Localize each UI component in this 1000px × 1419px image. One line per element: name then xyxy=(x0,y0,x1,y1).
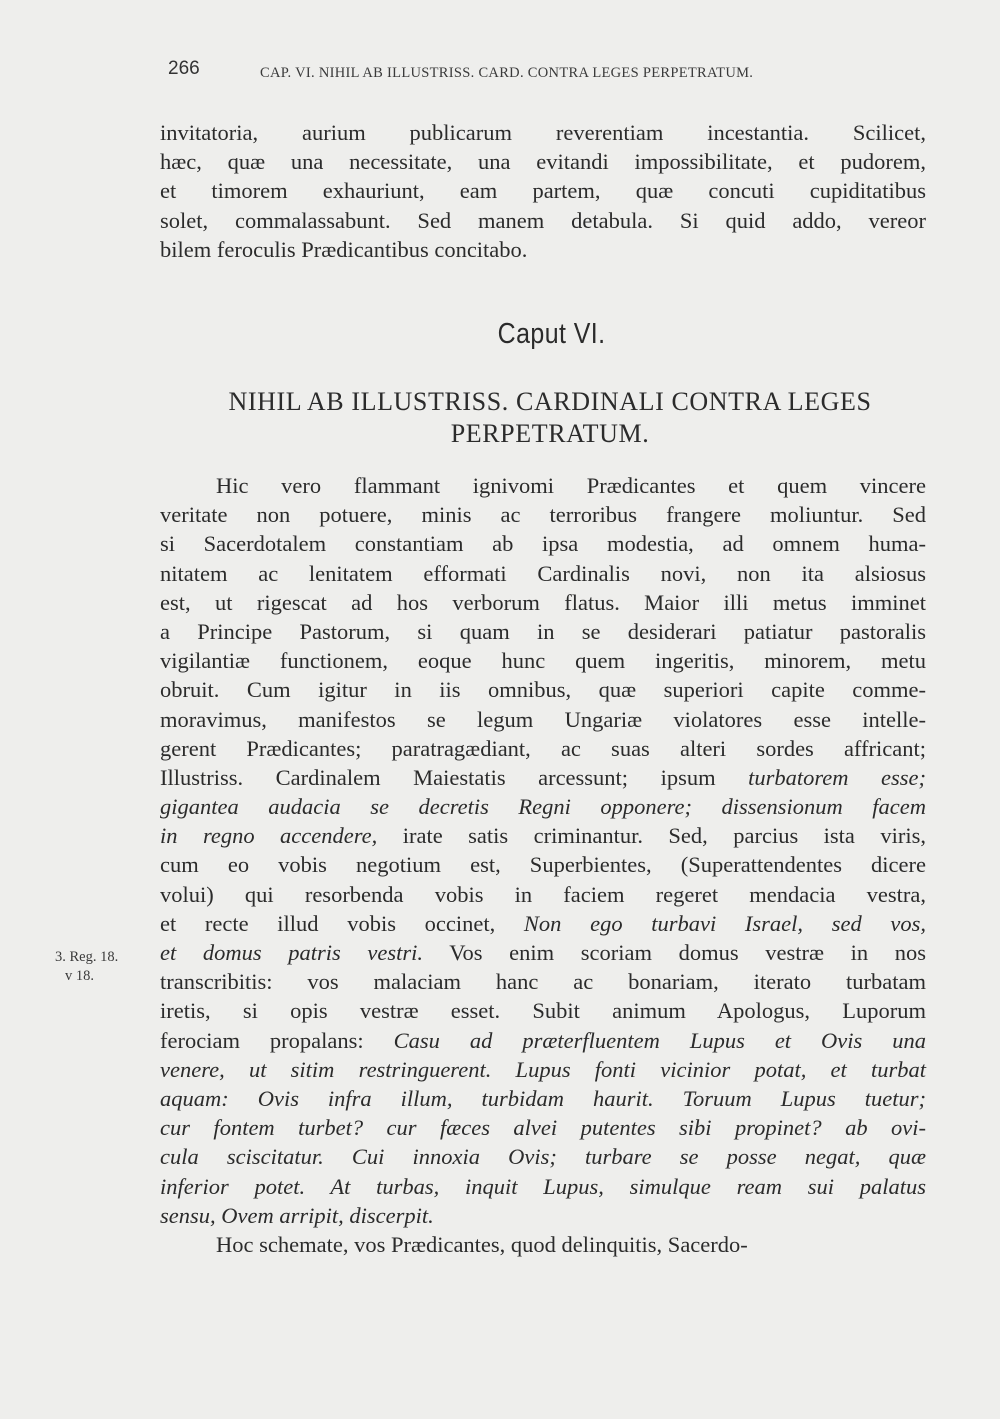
section-heading-line: NIHIL AB ILLUSTRISS. CARDINALI CONTRA LEGES xyxy=(228,387,872,416)
text-line xyxy=(160,1142,926,1171)
text-line xyxy=(160,1055,926,1084)
text-line: transcribitis: vos malaciam hanc ac bonariam, iterato turbatam xyxy=(160,969,926,995)
italic-segment: Casu ad præterfluentem Lupus et Ovis una xyxy=(393,1027,927,1053)
text-line: est, ut rigescat ad hos verborum flatus. Maior illi metus imminet xyxy=(160,589,926,615)
italic-segment: turbatorem esse; xyxy=(748,764,926,790)
italic-segment: gigantea audacia se decretis Regni opponere; dissensionum facem xyxy=(160,794,926,820)
text-line xyxy=(160,763,926,792)
running-head xyxy=(168,58,928,88)
text-segment: irate satis criminantur. Sed, parcius ista viris, xyxy=(402,823,926,849)
text-line xyxy=(160,909,926,938)
text-line: si Sacerdotalem constantiam ab ipsa modestia, ad omnem huma- xyxy=(160,531,926,557)
text-line: invitatoria, aurium publicarum reverentiam incestantia. Scilicet, xyxy=(160,120,926,145)
text-segment: et recte illud vobis occinet, xyxy=(160,910,496,936)
italic-segment: et domus patris vestri. xyxy=(160,940,423,965)
text-line xyxy=(160,938,926,967)
margin-note xyxy=(55,948,118,986)
page-number: 266 xyxy=(168,58,200,79)
margin-note-line: v 18. xyxy=(65,968,94,984)
text-line: a Principe Pastorum, si quam in se desiderari patiatur pastoralis xyxy=(160,618,926,644)
italic-segment: sensu, Ovem arripit, discerpit. xyxy=(160,1202,434,1228)
italic-segment: cula sciscitatur. Cui innoxia Ovis; turbare se posse negat, quæ xyxy=(160,1144,926,1170)
margin-note-line: 3. Reg. 18. xyxy=(55,949,119,965)
text-line: cum eo vobis negotium est, Superbientes, (Superattendentes dicere xyxy=(160,852,926,878)
chapter-title: Caput VI. xyxy=(497,318,606,350)
text-line: nitatem ac lenitatem efformati Cardinalis novi, non ita alsiosus xyxy=(160,560,926,586)
text-line: gerent Prædicantes; paratragædiant, ac suas alteri sordes affricant; xyxy=(160,735,926,761)
text-line: veritate non potuere, minis ac terroribus frangere moliuntur. Sed xyxy=(160,502,926,528)
text-line xyxy=(160,821,926,850)
text-segment: Vos enim scoriam domus vestræ in nos xyxy=(449,940,927,965)
text-line: solet, commalassabunt. Sed manem detabula. Si quid addo, vereor xyxy=(160,207,926,233)
text-line: bilem feroculis Prædicantibus concitabo. xyxy=(160,236,528,262)
text-line: obruit. Cum igitur in iis omnibus, quæ superiori capite comme- xyxy=(160,677,926,703)
section-heading xyxy=(160,386,940,450)
text-line xyxy=(160,1113,926,1142)
italic-segment: in regno accendere, xyxy=(160,823,378,849)
italic-segment: inferior potet. At turbas, inquit Lupus, simulque ream sui palatus xyxy=(160,1173,926,1199)
text-line xyxy=(160,1201,926,1230)
text-line: iretis, si opis vestræ esset. Subit animum Apologus, Luporum xyxy=(160,998,926,1024)
paragraph-1 xyxy=(160,118,926,264)
paragraph-2 xyxy=(160,471,926,1259)
text-line: et timorem exhauriunt, eam partem, quæ concuti cupiditatibus xyxy=(160,178,926,204)
italic-segment: cur fontem turbet? cur fæces alvei putentes sibi propinet? ab ovi- xyxy=(160,1115,926,1141)
section-heading-line: PERPETRATUM. xyxy=(450,419,650,448)
text-line: Hoc schemate, vos Prædicantes, quod delinquitis, Sacerdo- xyxy=(216,1231,748,1257)
text-segment: Illustriss. Cardinalem Maiestatis arcessunt; ipsum xyxy=(160,764,716,790)
text-line xyxy=(160,1172,926,1201)
italic-segment: venere, ut sitim restringuerent. Lupus fonti vicinior potat, et turbat xyxy=(160,1056,926,1082)
text-line xyxy=(160,1084,926,1113)
text-line: vigilantiæ functionem, eoque hunc quem ingeritis, minorem, metu xyxy=(160,648,926,674)
text-line: hæc, quæ una necessitate, una evitandi impossibilitate, et pudorem, xyxy=(160,149,926,175)
running-title: CAP. VI. NIHIL AB ILLUSTRISS. CARD. CONTRA LEGES PERPETRATUM. xyxy=(260,65,754,81)
text-line: Hic vero flammant ignivomi Prædicantes et quem vincere xyxy=(216,473,926,498)
text-line xyxy=(160,1026,926,1055)
text-line: moravimus, manifestos se legum Ungariæ violatores esse intelle- xyxy=(160,706,926,732)
italic-segment: aquam: Ovis infra illum, turbidam haurit. Toruum Lupus tuetur; xyxy=(160,1085,926,1111)
text-segment: ferociam propalans: xyxy=(160,1027,364,1053)
text-line: volui) qui resorbenda vobis in faciem regeret mendacia vestra, xyxy=(160,881,926,907)
text-line xyxy=(160,792,926,821)
italic-segment: Non ego turbavi Israel, sed vos, xyxy=(523,910,927,936)
